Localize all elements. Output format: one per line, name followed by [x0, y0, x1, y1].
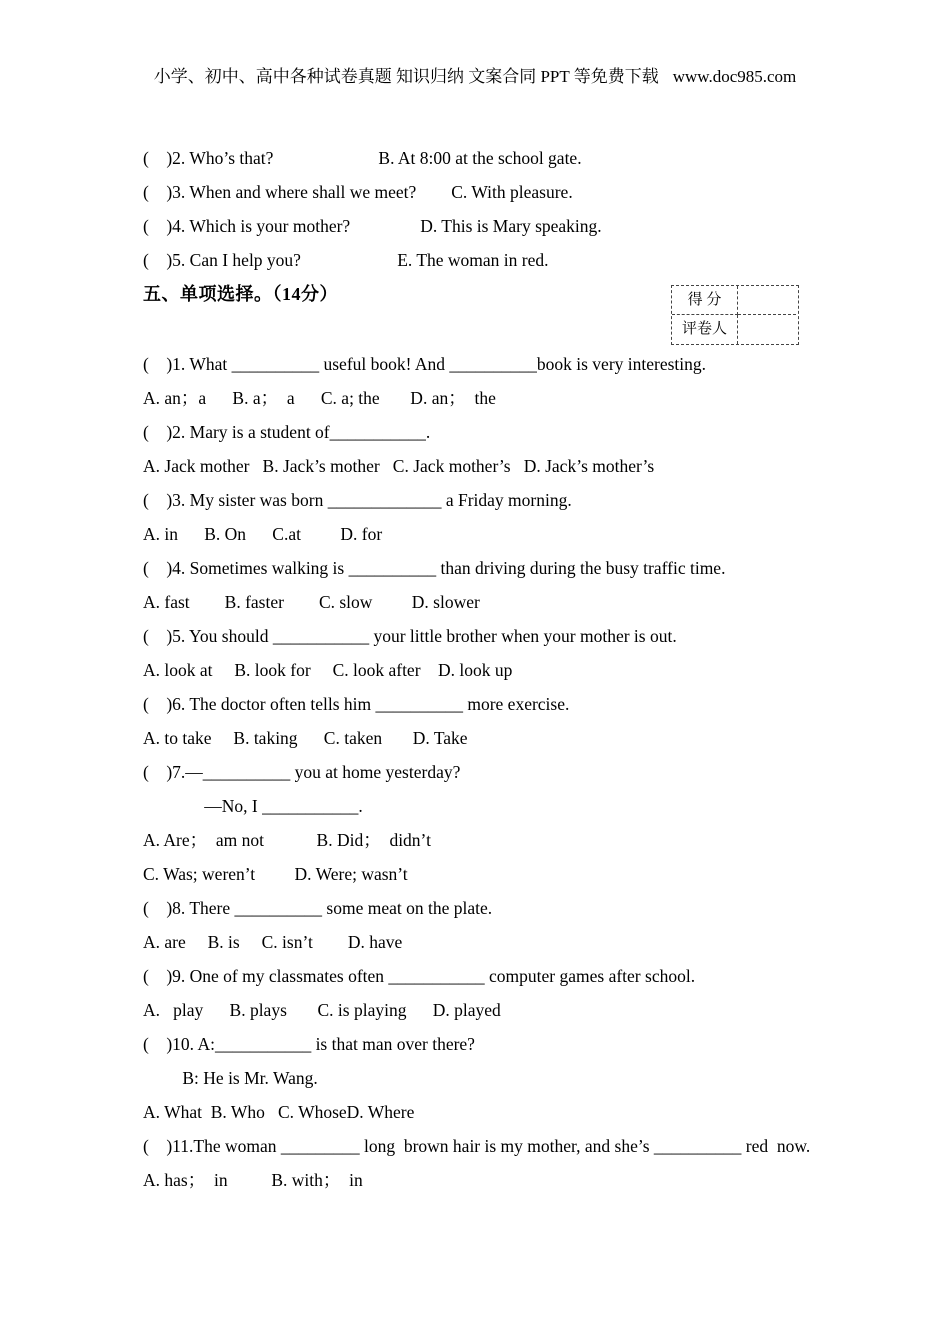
question-line: ( )3. My sister was born _____________ a Friday morning.	[143, 490, 572, 510]
options-line: A. fast B. faster C. slow D. slower	[143, 592, 480, 612]
question-line: ( )8. There __________ some meat on the plate.	[143, 898, 493, 918]
question-line: ( )7.—__________ you at home yesterday?	[143, 762, 461, 782]
question-line: ( )4. Sometimes walking is __________ than driving during the busy traffic time.	[143, 558, 726, 578]
question-answer-line: —No, I ___________.	[143, 796, 363, 816]
question-line: ( )10. A:___________ is that man over there?	[143, 1034, 475, 1054]
matching-line: ( )4. Which is your mother? D. This is Mary speaking.	[143, 216, 602, 236]
question-line: ( )6. The doctor often tells him __________ more exercise.	[143, 694, 570, 714]
question-line: ( )2. Mary is a student of___________.	[143, 422, 431, 442]
question-line: ( )9. One of my classmates often ___________ computer games after school.	[143, 966, 696, 986]
question-line: ( )1. What __________ useful book! And __________book is very interesting.	[143, 354, 707, 374]
header-site-url: www.doc985.com	[672, 67, 797, 86]
header-promo-text: 小学、初中、高中各种试卷真题 知识归纳 文案合同 PPT 等免费下载	[153, 67, 659, 86]
matching-line: ( )2. Who’s that? B. At 8:00 at the school gate.	[143, 148, 582, 168]
section-gap	[143, 311, 863, 347]
options-line: C. Was; weren’t D. Were; wasn’t	[143, 864, 408, 884]
page-header	[0, 66, 950, 88]
options-line: A. to take B. taking C. taken D. Take	[143, 728, 468, 748]
options-line: A. look at B. look for C. look after D. look up	[143, 660, 513, 680]
score-label-cell: 得 分	[672, 286, 738, 315]
matching-line: ( )3. When and where shall we meet? C. With pleasure.	[143, 182, 573, 202]
options-line: A. play B. plays C. is playing D. played	[143, 1000, 501, 1020]
grader-label-cell: 评卷人	[672, 315, 738, 344]
question-answer-line: B: He is Mr. Wang.	[143, 1068, 318, 1088]
exam-content	[143, 141, 863, 1197]
options-line: A. What B. Who C. WhoseD. Where	[143, 1102, 415, 1122]
options-line: A. Jack mother B. Jack’s mother C. Jack mother’s D. Jack’s mother’s	[143, 456, 655, 476]
question-line: ( )5. You should ___________ your little brother when your mother is out.	[143, 626, 677, 646]
options-line: A. an；a B. a； a C. a; the D. an； the	[143, 388, 496, 408]
options-line: A. Are； am not B. Did； didn’t	[143, 830, 431, 850]
section-title: 五、单项选择。（14分）	[143, 284, 338, 304]
options-line: A. has； in B. with； in	[143, 1170, 363, 1190]
question-line: ( )11.The woman _________ long brown hair is my mother, and she’s __________ red now.	[143, 1136, 811, 1156]
options-line: A. are B. is C. isn’t D. have	[143, 932, 403, 952]
matching-line: ( )5. Can I help you? E. The woman in red.	[143, 250, 549, 270]
options-line: A. in B. On C.at D. for	[143, 524, 383, 544]
